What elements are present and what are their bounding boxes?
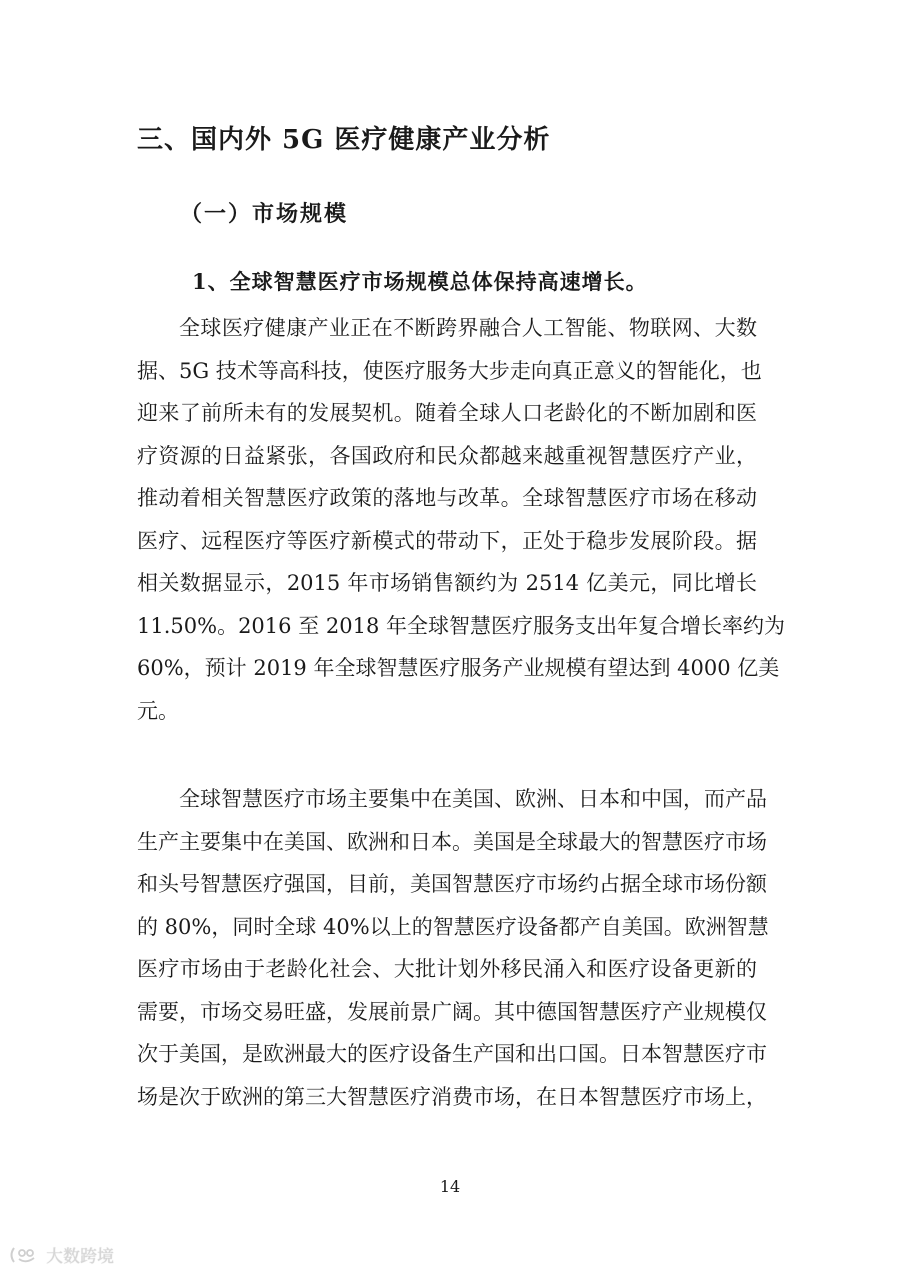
subsection-heading: （一）市场规模	[180, 201, 349, 227]
section-heading: 三、国内外 5G 医疗健康产业分析	[137, 125, 551, 155]
paragraph-line: 相关数据显示，2015 年市场销售额约为 2514 亿美元，同比增长	[137, 571, 757, 595]
paragraph-market-growth	[137, 307, 785, 732]
paragraph-line: 生产主要集中在美国、欧洲和日本。美国是全球最大的智慧医疗市场	[137, 829, 767, 854]
paragraph-line: 据、5G 技术等高科技，使医疗服务大步走向真正意义的智能化，也	[137, 358, 762, 383]
paragraph-line: 场是次于欧洲的第三大智慧医疗消费市场，在日本智慧医疗市场上，	[137, 1084, 767, 1109]
watermark-text: 大数跨境	[46, 1247, 114, 1267]
page-number: 14	[439, 1177, 461, 1196]
paragraph-line: 推动着相关智慧医疗政策的落地与改革。全球智慧医疗市场在移动	[137, 486, 757, 510]
paragraph-line: 和头号智慧医疗强国，目前，美国智慧医疗市场约占据全球市场份额	[137, 872, 767, 896]
paragraph-line: 的 80%，同时全球 40%以上的智慧医疗设备都产自美国。欧洲智慧	[137, 914, 769, 939]
paragraph-line: 全球医疗健康产业正在不断跨界融合人工智能、物联网、大数	[179, 316, 757, 340]
paragraph-line: 需要，市场交易旺盛，发展前景广阔。其中德国智慧医疗产业规模仅	[137, 999, 767, 1024]
paragraph-line: 迎来了前所未有的发展契机。随着全球人口老龄化的不断加剧和医	[137, 401, 757, 425]
watermark-logo-icon	[8, 1245, 42, 1265]
paragraph-line: 医疗市场由于老龄化社会、大批计划外移民涌入和医疗设备更新的	[137, 957, 757, 981]
paragraph-line: 元。	[137, 698, 179, 723]
paragraph-line: 11.50%。2016 至 2018 年全球智慧医疗服务支出年复合增长率约为	[137, 613, 785, 638]
paragraph-line: 次于美国，是欧洲最大的医疗设备生产国和出口国。日本智慧医疗市	[137, 1042, 767, 1066]
watermark	[8, 1242, 114, 1267]
paragraph-market-distribution	[137, 778, 769, 1118]
paragraph-line: 60%，预计 2019 年全球智慧医疗服务产业规模有望达到 4000 亿美	[137, 656, 780, 680]
paragraph-line: 全球智慧医疗市场主要集中在美国、欧洲、日本和中国，而产品	[179, 787, 767, 811]
paragraph-line: 医疗、远程医疗等医疗新模式的带动下，正处于稳步发展阶段。据	[137, 528, 757, 553]
paragraph-line: 疗资源的日益紧张，各国政府和民众都越来越重视智慧医疗产业，	[137, 443, 757, 468]
sub-subsection-heading: 1、全球智慧医疗市场规模总体保持高速增长。	[192, 269, 648, 294]
